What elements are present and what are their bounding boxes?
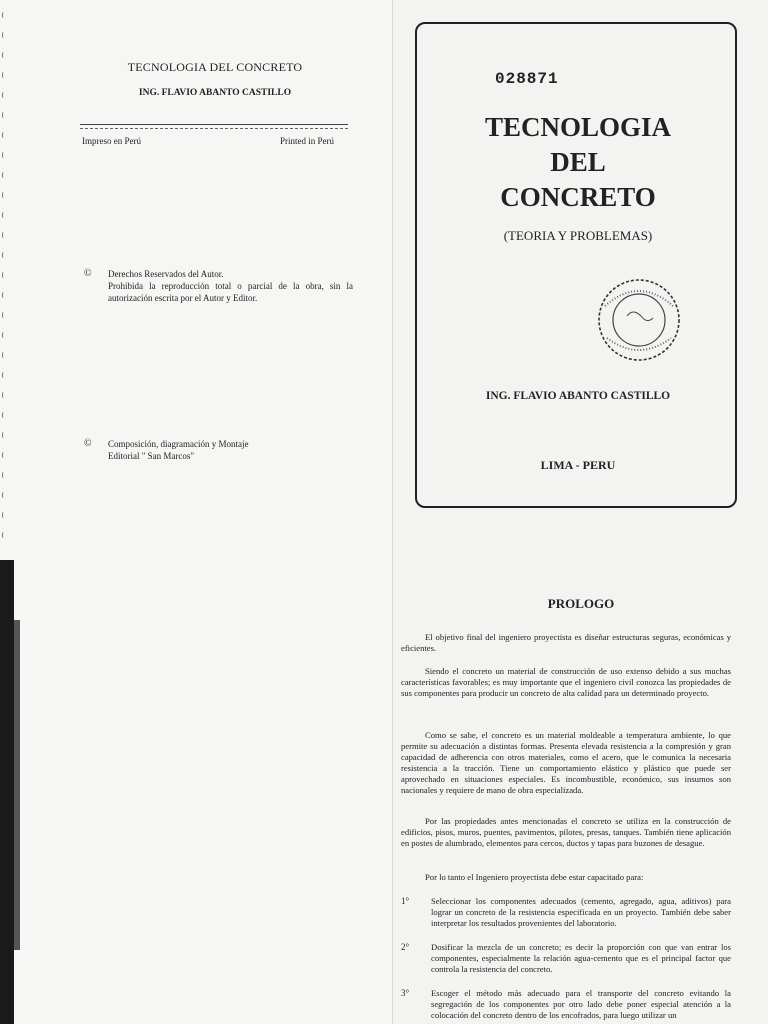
paragraph-text: El objetivo final del ingeniero proyectista es diseñar estructuras seguras, económicas y eficientes. [401,632,731,653]
verso-page [0,0,392,560]
cover-title-line: DEL [550,147,606,177]
item-text: Escoger el método más adecuado para el transporte del concreto evitando la segregación de los componentes por otro lado debe poner especial atención a la colocación del concreto dentro de los encofrados, para luego utilizar un [431,988,731,1020]
item-number: 1° [401,896,410,906]
binding-mark [2,152,6,158]
binding-mark [2,212,6,218]
composition-notice [108,438,308,462]
prologue-paragraph [401,730,731,796]
item-text: Dosificar la mezcla de un concreto; es decir la proporción con que van entrar los componentes, especialmente la relación agua-cemento que es el principal factor que controla la resistencia del concreto. [431,942,731,974]
prologue-paragraph [401,666,731,699]
binding-mark [2,452,6,458]
item-number: 3° [401,988,410,998]
binding-mark [2,12,6,18]
prologue-title: PROLOGO [547,596,615,611]
rights-line: Derechos Reservados del Autor. [108,269,224,279]
binding-mark [2,72,6,78]
scan-dark-edge [0,560,14,1024]
divider-rule [80,124,348,125]
binding-edge-marks [0,0,10,560]
binding-mark [2,172,6,178]
binding-mark [2,292,6,298]
rights-prohibition: Prohibida la reproducción total o parcial de la obra, sin la autorización escrita por el Autor y Editor. [108,281,353,303]
paragraph-text: Como se sabe, el concreto es un material moldeable a temperatura ambiente, lo que permite su adecuación a distintas formas. Presenta elevada resistencia a la compresión y gran capacidad de adherencia con otros materiales, como el acero, que le comunica la necesaria resistencia a la tracción. Tiene un comportamiento elástico y plástico que puede ser aprovechado en situaciones especiales. Es incombustible, económico, sus insumos son nacionales y requiere de mano de obra especializada. [401,730,731,795]
list-item [401,942,741,982]
binding-mark [2,392,6,398]
verso-author: ING. FLAVIO ABANTO CASTILLO [138,88,292,98]
binding-mark [2,492,6,498]
cover-subtitle: (TEORIA Y PROBLEMAS) [503,228,653,243]
copyright-icon: © [84,438,92,449]
cover-title-line: TECNOLOGIA [484,112,672,142]
cover-page [392,0,768,560]
prologue-paragraph [401,632,731,654]
cover-frame [415,22,737,508]
binding-mark [2,232,6,238]
cover-title-line: CONCRETO [500,182,656,212]
binding-mark [2,432,6,438]
binding-mark [2,272,6,278]
composition-line: Composición, diagramación y Montaje [108,439,249,449]
binding-mark [2,532,6,538]
binding-mark [2,372,6,378]
binding-mark [2,192,6,198]
copyright-icon: © [84,268,92,279]
cover-title [433,110,723,215]
list-item [401,988,741,1024]
library-stamp-icon [591,276,687,364]
binding-mark [2,132,6,138]
paragraph-text: Por lo tanto el Ingeniero proyectista debe estar capacitado para: [425,872,644,882]
item-text: Seleccionar los componentes adecuados (cemento, agregado, agua, aditivos) para lograr un concreto de la resistencia especificada en un proyecto. También debe saber interpretar los resultados provenientes del laboratorio. [431,896,731,928]
binding-mark [2,112,6,118]
verso-title: TECNOLOGIA DEL CONCRETO [127,60,303,74]
binding-mark [2,312,6,318]
binding-mark [2,412,6,418]
list-item [401,896,741,936]
binding-mark [2,512,6,518]
divider-rule-secondary [80,128,348,129]
printed-in-spanish: Impreso en Perú [82,136,141,146]
binding-mark [2,32,6,38]
prologue-page [392,560,768,1024]
cover-author: ING. FLAVIO ABANTO CASTILLO [485,390,671,402]
binding-mark [2,472,6,478]
item-number: 2° [401,942,410,952]
binding-mark [2,92,6,98]
printed-in-english: Printed in Perú [280,136,334,146]
rights-notice [108,268,353,304]
publisher-line: Editorial " San Marcos" [108,451,195,461]
blank-page [0,560,392,1024]
binding-mark [2,352,6,358]
prologue-paragraph [401,872,731,883]
paragraph-text: Por las propiedades antes mencionadas el concreto se utiliza en la construcción de edificios, pisos, muros, puentes, pavimentos, pilotes, presas, tanques. También tiene aplicación en postes de alumbrado, elementos para cercos, ductos y tapas para buzones de desague. [401,816,731,848]
inventory-number: 028871 [495,70,559,88]
paragraph-text: Siendo el concreto un material de construcción de uso extenso debido a sus muchas características favorables; es muy importante que el ingeniero civil conozca las propiedades de sus componentes para producir un concreto de alta calidad para un determinado proyecto. [401,666,731,698]
binding-mark [2,252,6,258]
scan-shadow [14,620,20,950]
binding-mark [2,52,6,58]
prologue-paragraph [401,816,731,849]
cover-place: LIMA - PERU [540,458,616,472]
binding-mark [2,332,6,338]
